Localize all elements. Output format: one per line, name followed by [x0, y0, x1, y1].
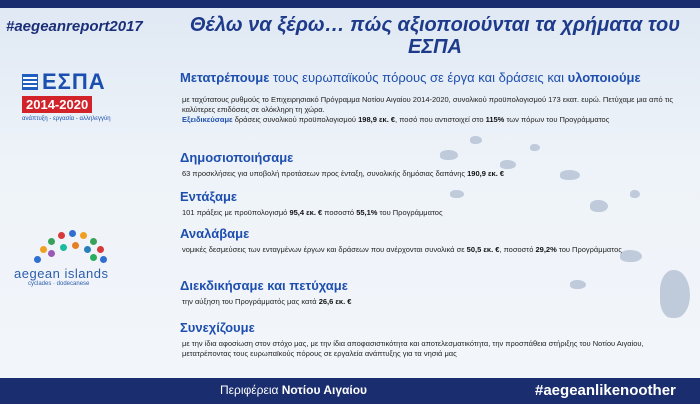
report-hashtag: #aegeanreport2017	[6, 18, 143, 35]
arc-dots-icon	[34, 230, 104, 264]
intro-paragraph-2: Εξειδικεύσαμε δράσεις συνολικού προϋπολογισμού 198,9 εκ. €, ποσό που αντιστοιχεί στο 115% των πόρων του Προγράμματος	[182, 115, 610, 124]
section-heading: Αναλάβαμε	[180, 226, 250, 241]
section-included	[180, 189, 685, 218]
section-heading: Συνεχίζουμε	[180, 320, 255, 335]
aegean-islands-logo	[14, 230, 124, 290]
island-shape	[470, 136, 482, 144]
intro-paragraph-1: με ταχύτατους ρυθμούς το Επιχειρησιακό Πρόγραμμα Νοτίου Αιγαίου 2014-2020, συνολικού προϋπολογισμού 173 εκατ. ευρώ. Πετύχαμε μια από τις καλύτερες επιδόσεις σε ολόκληρη τη χώρα.	[182, 95, 673, 114]
section-continue	[180, 320, 685, 359]
section-heading: Διεκδικήσαμε και πετύχαμε	[180, 278, 348, 293]
section-heading: Εντάξαμε	[180, 189, 238, 204]
section-undertook	[180, 226, 685, 255]
greek-flag-icon	[22, 74, 38, 90]
espa-logo-word: ΕΣΠΑ	[42, 69, 106, 94]
espa-logo-slogan: ανάπτυξη - εργασία - αλληλεγγύη	[22, 116, 111, 122]
aegean-logo-name: aegean islands	[14, 266, 109, 281]
espa-logo-years: 2014-2020	[22, 96, 92, 113]
section-heading: Δημοσιοποιήσαμε	[180, 150, 294, 165]
section-text: 63 προσκλήσεις για υποβολή προτάσεων προς ένταξη, συνολικής δημόσιας δαπάνης 190,9 εκ. €	[182, 169, 505, 178]
intro-heading: Μετατρέπουμε τους ευρωπαϊκούς πόρους σε έργα και δράσεις και υλοποιούμε	[180, 70, 641, 85]
top-bar	[0, 0, 700, 8]
section-text: 101 πράξεις με προϋπολογισμό 95,4 εκ. € ποσοστό 55,1% του Προγράμματος	[182, 208, 443, 217]
intro-section	[180, 70, 685, 125]
espa-logo	[22, 70, 118, 120]
section-text: με την ίδια αφοσίωση στον στόχο μας, με την ίδια αποφασιστικότητα και αποτελεσματικότητα, την προσπάθεια στήριξης του Νοτίου Αιγαίου, μετατρέποντας τους ευρωπαϊκούς πόρους σε εργαλεία ανάπτυξης για τα νησιά μας	[182, 339, 644, 358]
page-title: Θέλω να ξέρω… πώς αξιοποιούνται τα χρήματα του ΕΣΠΑ	[189, 14, 681, 58]
section-text: νομικές δεσμεύσεις των ενταγμένων έργων και δράσεων που ανέρχονται συνολικά σε 50,5 εκ. €, ποσοστό 29,2% του Προγράμματος	[182, 245, 622, 254]
section-claimed	[180, 278, 685, 307]
footer-region: Περιφέρεια Νοτίου Αιγαίου	[220, 383, 368, 397]
section-published	[180, 150, 685, 179]
aegean-logo-subtitle: cyclades · dodecanese	[28, 281, 90, 287]
footer-hashtag: #aegeanlikenoother	[535, 382, 676, 399]
section-text: την αύξηση του Προγράμματός μας κατά 26,6 εκ. €	[182, 297, 352, 306]
